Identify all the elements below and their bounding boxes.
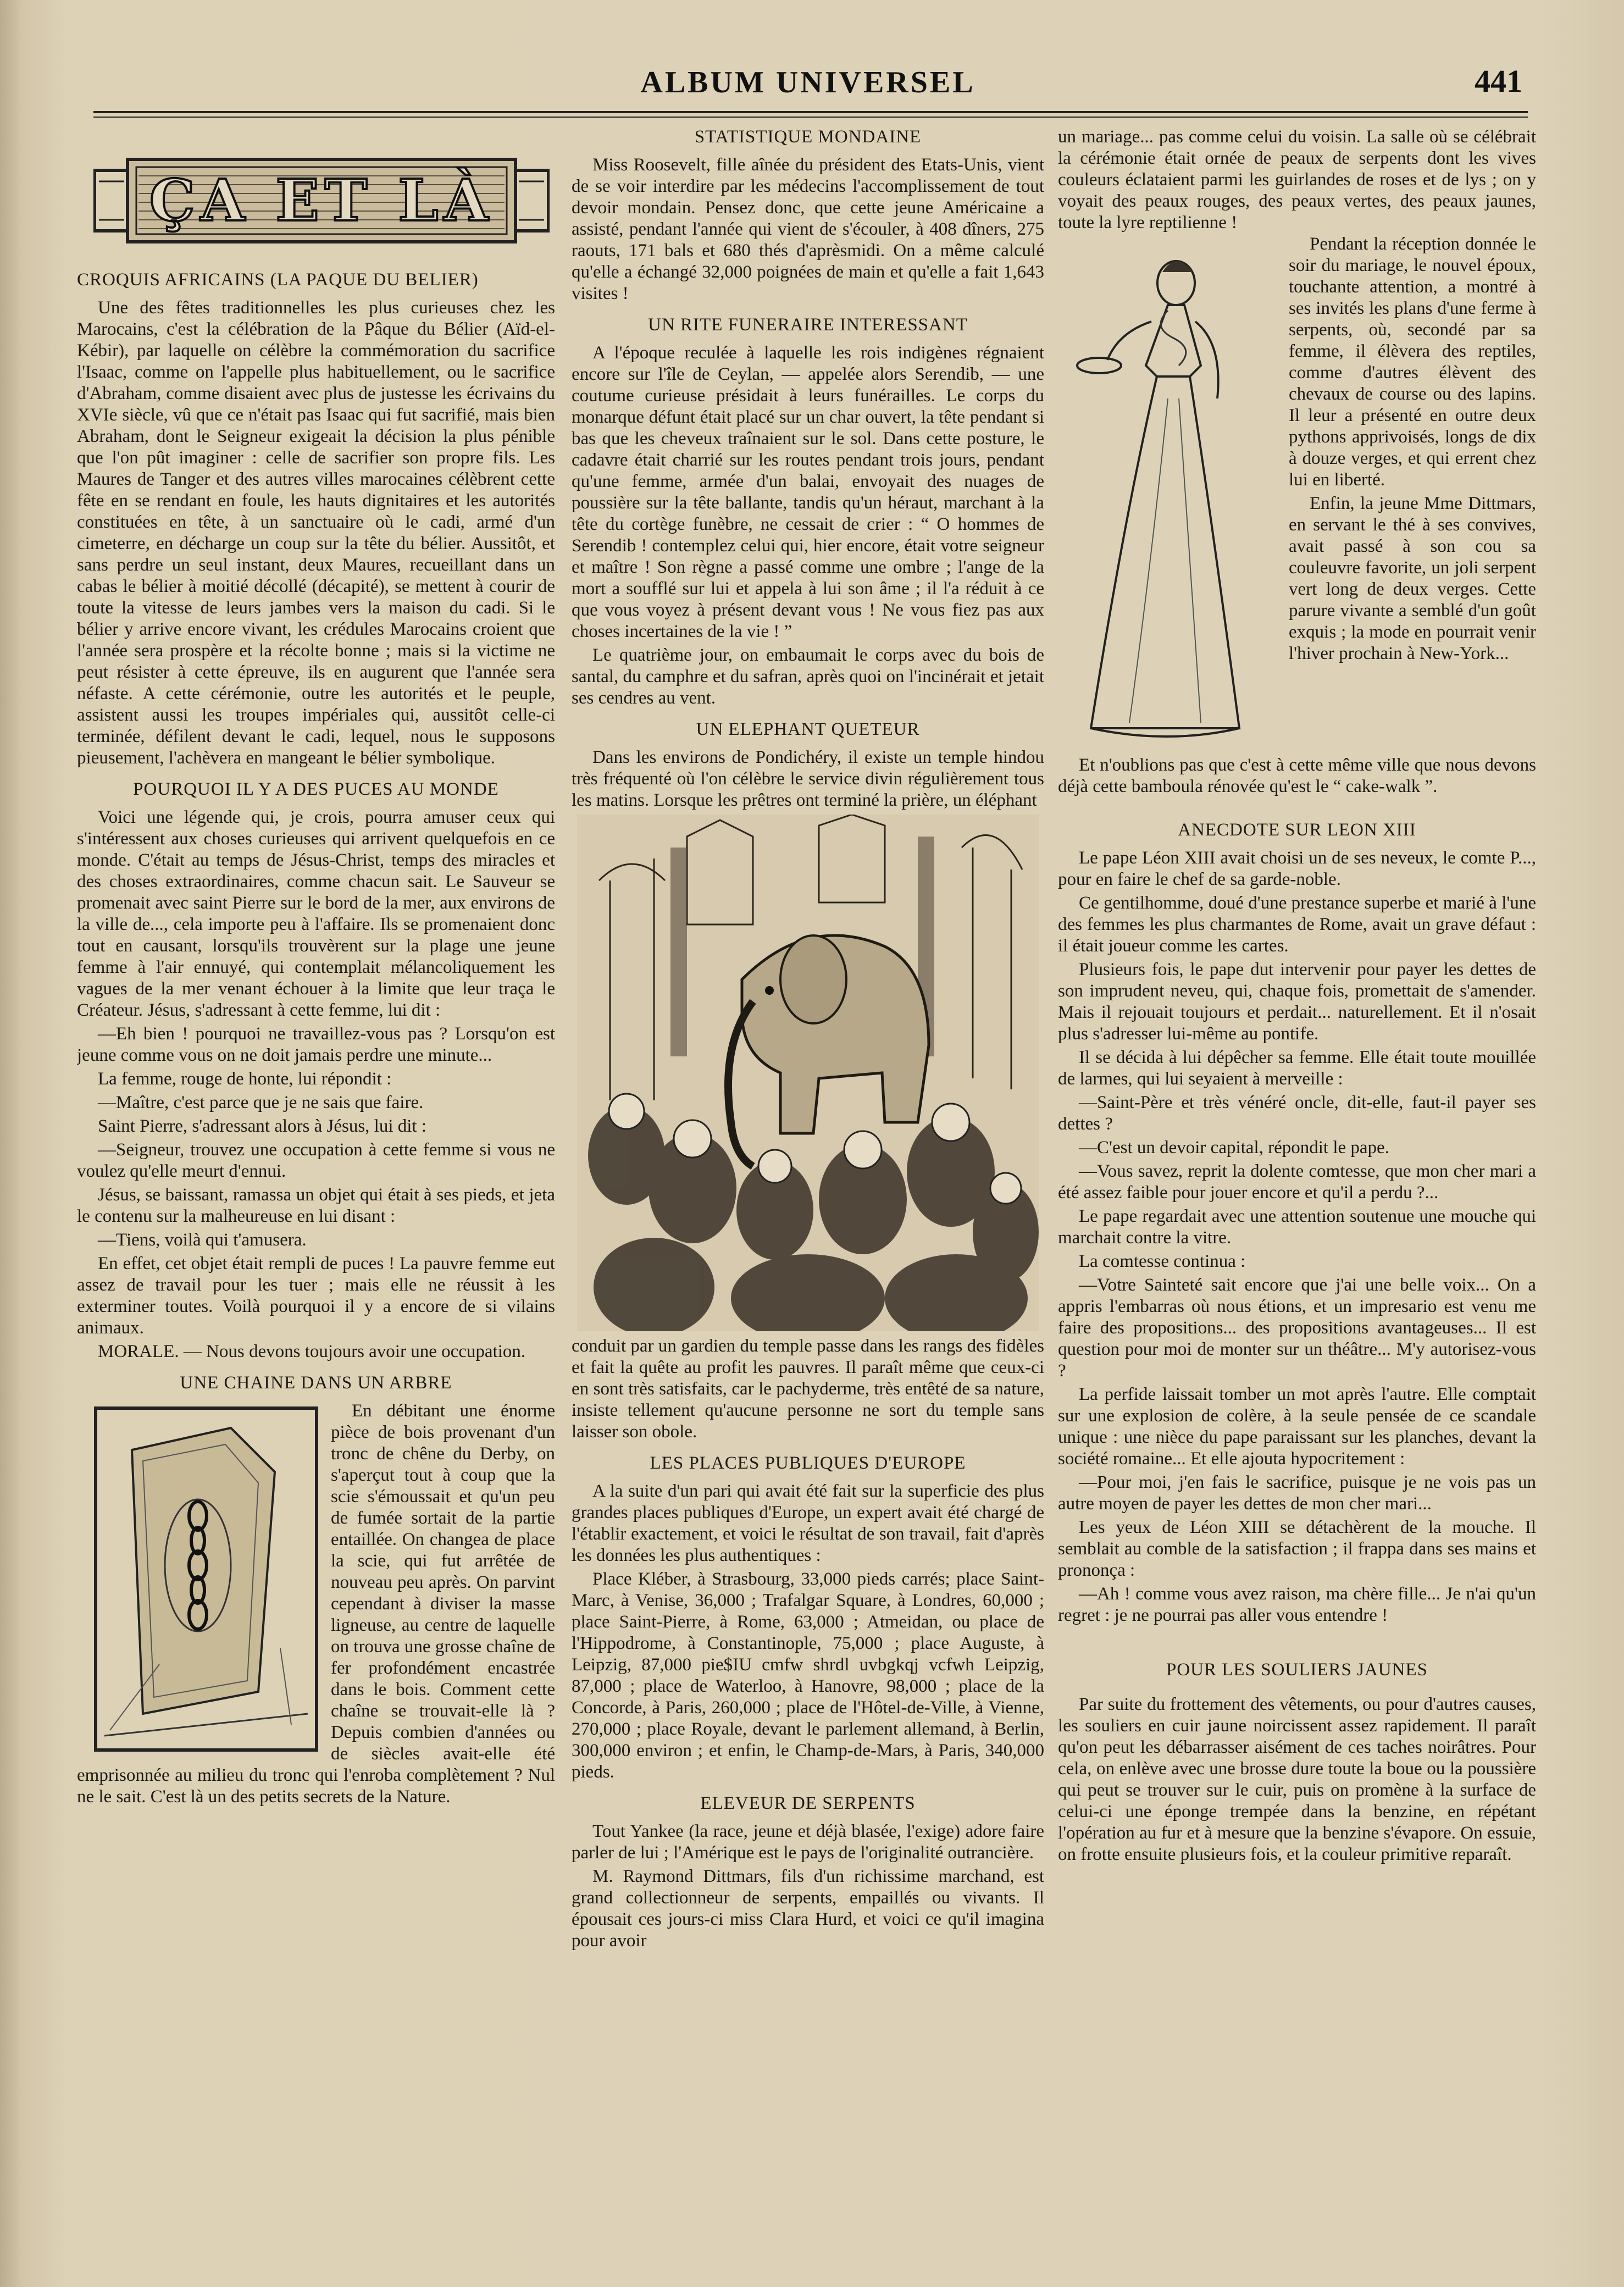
- paragraph: Une des fêtes traditionnelles les plus curieuses chez les Marocains, c'est la célébration de la Pâque du Bélier (Aïd-el-Kébir), par laquelle on célèbre la commémoration du sacrifice l'Isaac, comme on l'appelle plus habituellement, ou le sacrifice d'Abraham, comme disaient avec plus de justesse les écrivains du XVIe siècle, vû que ce n'était pas Isaac qui fut sacrifié, mais bien Abraham, dont le Seigneur exigeait la décision la plus pénible que l'on pût imaginer : celle de sacrifier son propre fils. Les Maures de Tanger et des autres villes marocaines célèbrent cette fête en se rendant en foule, les hauts dignitaires et les autorités constituées en tête, à un sanctuaire où le cadi, armé d'un cimeterre, en décharge un coup sur la tête du bélier. Aussitôt, et sans perdre un seul instant, deux Maures, recueillant dans un cabas le bélier à moitié décollé (décapité), se mettent à courir de toute la vitesse de leurs jambes vers la maison du cadi. Si le bélier y arrive encore vivant, les crédules Marocains croient que l'année sera prospère et la récolte bonne ; mais si la victime ne peut résister à cette épreuve, ils en augurent que l'année sera néfaste. A cette cérémonie, outre les autorités et le peuple, assistent aussi les troupes impériales qui, aussitôt celle-ci terminée, défilent devant le cadi, lequel, nous le supposons pieusement, l'achèvera en mangeant le bélier symbolique.: [77, 298, 555, 768]
- article-title-statistique: STATISTIQUE MONDAINE: [694, 127, 922, 147]
- paragraph: Enfin, la jeune Mme Dittmars, en servant le thé à ses convives, avait passé à son cou sa couleuvre favorite, un joli serpent vert long de deux verges. Cette parure vivante a semblé d'un goût exquis ; la mode en pourrait venir l'hiver prochain à New-York...: [1289, 494, 1536, 663]
- paragraph: Le pape Léon XIII avait choisi un de ses neveux, le comte P..., pour en faire le chef de sa garde-noble.: [1058, 848, 1536, 889]
- article-title-rite: UN RITE FUNERAIRE INTERESSANT: [648, 315, 968, 335]
- article-title-souliers: POUR LES SOULIERS JAUNES: [1166, 1660, 1428, 1680]
- paragraph: un mariage... pas comme celui du voisin. La salle où se célébrait la cérémonie était ornée de peaux de serpents dont les vives couleurs éclataient parmi les guirlandes de roses et de lys ; on y voyait des peaux rouges, des peaux vertes, des peaux jaunes, toute la lyre reptilienne !: [1058, 127, 1536, 232]
- paragraph: La comtesse continua :: [1079, 1252, 1246, 1271]
- paragraph: La perfide laissait tomber un mot après l'autre. Elle comptait sur une explosion de colère, à la seule pensée de ce scandale unique : une nièce du pape paraissant sur les planches, devant la société romaine... Et elle ajouta hypocritement :: [1058, 1385, 1536, 1469]
- paragraph: Dans les environs de Pondichéry, il existe un temple hindou très fréquenté où l'on célèbre le service divin régulièrement tous les matins. Lorsque les prêtres ont terminé la prière, un éléphant: [572, 747, 1044, 810]
- article-title-croquis: CROQUIS AFRICAINS (LA PAQUE DU BELIER): [77, 270, 479, 290]
- page-number: 441: [1475, 63, 1522, 99]
- article-title-elephant: UN ELEPHANT QUETEUR: [696, 719, 920, 739]
- paragraph: M. Raymond Dittmars, fils d'un richissime marchand, est grand collectionneur de serpents, empaillés ou vivants. Il épousait ces jours-ci miss Clara Hurd, et voici ce qu'il imagina pour avoir: [572, 1867, 1044, 1951]
- section-banner: [93, 148, 550, 253]
- paragraph: —Vous savez, reprit la dolente comtesse, que mon cher mari a été assez faible pour jouer encore et qu'il a perdu ?...: [1058, 1161, 1536, 1203]
- paragraph: —Saint-Père et très vénéré oncle, dit-elle, faut-il payer ses dettes ?: [1058, 1093, 1536, 1134]
- elephant-crowd-icon: [577, 815, 1039, 1331]
- paragraph: Voici une légende qui, je crois, pourra amuser ceux qui s'intéressent aux choses curieuses qui arrivent quelquefois en ce monde. C'était au temps de Jésus-Christ, temps des miracles et des choses extraordinaires, comme chacun sait. Le Sauveur se promenait avec saint Pierre sur le bord de la mer, aux environs de la ville de..., cela importe peu à l'affaire. Ils se promenaient donc tout en causant, lorsqu'ils trouvèrent sur la plage une jeune femme à l'air ennuyé, qui contemplait mélancoliquement les vagues de la mer venant échouer à la limite que leur traça le Créateur. Jésus, s'adressant à cette femme, lui dit :: [77, 807, 555, 1020]
- paragraph: —Votre Sainteté sait encore que j'ai une belle voix... On a appris l'embarras où nous étions, et un impresario est venu me faire des propositions... des propositions avantageuses... Il est question pour moi de monter sur un théâtre... M'y autorisez-vous ?: [1058, 1275, 1536, 1381]
- paragraph: Pendant la réception donnée le soir du mariage, le nouvel époux, touchante attention, a montré à ses invités les plans d'une ferme à serpents, où, secondé par sa femme, il élèvera des reptiles, comme d'autres élèvent des chevaux de course ou des lapins. Il leur a présenté en outre deux pythons apprivoisés, longs de dix à douze verges, et qui errent chez lui en liberté.: [1289, 234, 1536, 490]
- paragraph: Les yeux de Léon XIII se détachèrent de la mouche. Il semblait au comble de la satisfaction ; il frappa dans ses mains et prononça :: [1058, 1518, 1536, 1580]
- header-rule-thin: [93, 117, 1528, 118]
- woman-figure-icon: [1058, 234, 1278, 750]
- paragraph: conduit par un gardien du temple passe dans les rangs des fidèles et fait la quête au profit les pauvres. Il paraît même que ceux-ci en sont très satisfaits, car le pachyderme, très entêté de sa nature, insiste tellement qu'aucune personne ne sort du temple sans laisser son obole.: [572, 1336, 1044, 1442]
- paragraph: Il se décida à lui dépêcher sa femme. Elle était toute mouillée de larmes, qui lui seyaient à merveille :: [1058, 1048, 1536, 1089]
- paragraph: Miss Roosevelt, fille aînée du président des Etats-Unis, vient de se voir interdire par les médecins l'accomplissement de tout devoir mondain. Pensez donc, que cette jeune Américaine a assisté, pendant l'année qui vient de s'écouler, à 408 dîners, 275 raouts, 171 bals et 680 thés d'aprèsmidi. On a même calculé qu'elle a échangé 32,000 poignées de main et qu'elle a fait 1,643 visites !: [572, 155, 1044, 303]
- paragraph: —Maître, c'est parce que je ne sais que faire.: [98, 1093, 424, 1112]
- paragraph: La femme, rouge de honte, lui répondit :: [98, 1069, 392, 1089]
- paragraph: —Pour moi, j'en fais le sacrifice, puisque je ne vois pas un autre moyen de payer les dettes de mon cher mari...: [1058, 1472, 1536, 1514]
- article-title-eleveur: ELEVEUR DE SERPENTS: [700, 1793, 916, 1813]
- column-3: [1058, 126, 1536, 2193]
- lady-with-snake-illustration: [1058, 234, 1278, 750]
- paragraph: Jésus, se baissant, ramassa un objet qui était à ses pieds, et jeta le contenu sur la malheureuse en lui disant :: [77, 1185, 555, 1226]
- paragraph: A l'époque reculée à laquelle les rois indigènes régnaient encore sur l'île de Ceylan, — appelée alors Serendib, — une coutume curieuse présidait à leurs funérailles. Le corps du monarque défunt était placé sur un char ouvert, la tête pendant si bas que les cheveux traînaient sur le sol. Dans cette posture, le cadavre était charrié sur les routes pendant trois jours, pendant qu'une femme, armée d'un balai, envoyait des nuages de poussière sur la tête ballante, tandis qu'un héraut, marchant à la tête du cortège funèbre, ne cessait de crier : “ O hommes de Serendib ! contemplez celui qui, hier encore, était votre seigneur et maître ! Son règne a passé comme une ombre ; l'ange de la mort a soufflé sur lui et appela à lui son âme ; il l'a réduit à ce que vous voyez à présent devant vous ! Ne vous fiez pas aux choses incertaines de la vie ! ”: [572, 343, 1044, 641]
- elephant-temple-illustration: [577, 815, 1039, 1331]
- tree-chain-illustration: [93, 1406, 319, 1752]
- paragraph: —Eh bien ! pourquoi ne travaillez-vous pas ? Lorsqu'on est jeune comme vous on ne doit jamais perdre une minute...: [77, 1024, 555, 1065]
- paragraph: —C'est un devoir capital, répondit le pape.: [1079, 1138, 1389, 1158]
- article-title-chaine: UNE CHAINE DANS UN ARBRE: [180, 1373, 452, 1393]
- log-with-chain-icon: [93, 1406, 319, 1752]
- paragraph: —Tiens, voilà qui t'amusera.: [98, 1230, 307, 1250]
- paragraph: —Ah ! comme vous avez raison, ma chère fille... Je n'ai qu'un regret : je ne pourrai pas aller vous entendre !: [1058, 1584, 1536, 1625]
- paragraph: MORALE. — Nous devons toujours avoir une occupation.: [98, 1342, 526, 1361]
- banner-title: ÇA ET LÀ: [149, 167, 494, 234]
- header-rule: [93, 111, 1528, 113]
- paragraph: A la suite d'un pari qui avait été fait sur la superficie des plus grandes places publiques d'Europe, un expert avait été chargé de l'établir exactement, et voici le résultat de son travail, fait d'après les données les plus authentiques :: [572, 1481, 1044, 1565]
- paragraph: Plusieurs fois, le pape dut intervenir pour payer les dettes de son imprudent neveu, qui, chaque fois, promettait de s'amender. Mais il rejouait toujours et perdait... naturellement. Et il n'osait plus s'adresser lui-même au pontife.: [1058, 960, 1536, 1044]
- paragraph: En effet, cet objet était rempli de puces ! La pauvre femme eut assez de travail pour les tuer ; mais elle ne réussit à les exterminer toutes. Voilà pourquoi il y a encore de si vilains animaux.: [77, 1254, 555, 1338]
- publication-title: ALBUM UNIVERSEL: [640, 65, 975, 99]
- article-title-places: LES PLACES PUBLIQUES D'EUROPE: [650, 1453, 966, 1473]
- paragraph: Saint Pierre, s'adressant alors à Jésus, lui dit :: [98, 1116, 427, 1136]
- paragraph: Ce gentilhomme, doué d'une prestance superbe et marié à l'une des femmes les plus charmantes de Rome, avait un grave défaut : il était joueur comme les cartes.: [1058, 893, 1536, 956]
- paragraph: Tout Yankee (la race, jeune et déjà blasée, l'exige) adore faire parler de lui ; l'Amérique est le pays de l'originalité outrancière.: [572, 1821, 1044, 1863]
- masthead: [88, 60, 1528, 110]
- column-2: [572, 126, 1044, 2193]
- paragraph: —Seigneur, trouvez une occupation à cette femme si vous ne voulez qu'elle meurt d'ennui.: [77, 1140, 555, 1181]
- paragraph: Par suite du frottement des vêtements, ou pour d'autres causes, les souliers en cuir jaune noircissent assez rapidement. Il paraît qu'on peut les débarrasser aisément de ces taches noirâtres. Pour cela, on enlève avec une brosse dure toute la boue ou la poussière qui peut se trouver sur le cuir, puis on promène à la surface de celui-ci une éponge trempée dans la benzine, en répétant l'opération au fur et à mesure que la benzine s'évapore. On essuie, on frotte ensuite plusieurs fois, et la couleur primitive reparaît.: [1058, 1695, 1536, 1864]
- paragraph: En débitant une énorme pièce de bois provenant d'un tronc de chêne du Derby, on s'aperçut tout à coup que la scie s'émoussait et qu'un peu de fumée sortait de la partie entaillée. On changea de place la scie, qui fut arrêtée de nouveau peu après. On parvint cependant à diviser la masse ligneuse, au centre de laquelle on trouva une grosse chaîne de fer profondément encastrée dans le bois. Comment cette chaîne se trouvait-elle là ? Depuis combien d'années ou de siècles avait-elle été emprisonnée au milieu du tronc qui l'enroba complètement ? Nul ne le sait. C'est là un des petits secrets de la Nature.: [77, 1401, 555, 1807]
- paragraph: Place Kléber, à Strasbourg, 33,000 pieds carrés; place Saint-Marc, à Venise, 36,000 ; Trafalgar Square, à Londres, 60,000 ; place Saint-Pierre, à Rome, 63,000 ; Atmeidan, ou place de l'Hippodrome, à Constantinople, 75,000 ; place Auguste, à Leipzig, 87,000 pie$IU cmfw shrdl uvbgkqj vcfwh Leipzig, 87,000 ; place de Waterloo, à Hanovre, 98,000 ; place de la Concorde, à Paris, 260,000 ; place de l'Hôtel-de-Ville, à Vienne, 270,000 ; place Royale, devant le parlement allemand, à Berlin, 300,000 environ ; et enfin, le Champ-de-Mars, à Paris, 340,000 pieds.: [572, 1569, 1044, 1782]
- paragraph: Le quatrième jour, on embaumait le corps avec du bois de santal, du camphre et du safran, après quoi on l'incinérait et jetait ses cendres au vent.: [572, 645, 1044, 708]
- paragraph: Le pape regardait avec une attention soutenue une mouche qui marchait contre la vitre.: [1058, 1206, 1536, 1248]
- article-title-anecdote: ANECDOTE SUR LEON XIII: [1178, 820, 1416, 840]
- column-1: [77, 126, 555, 2193]
- article-title-puces: POURQUOI IL Y A DES PUCES AU MONDE: [133, 779, 499, 799]
- paragraph: Et n'oublions pas que c'est à cette même ville que nous devons déjà cette bamboula rénovée qu'est le “ cake-walk ”.: [1058, 755, 1536, 796]
